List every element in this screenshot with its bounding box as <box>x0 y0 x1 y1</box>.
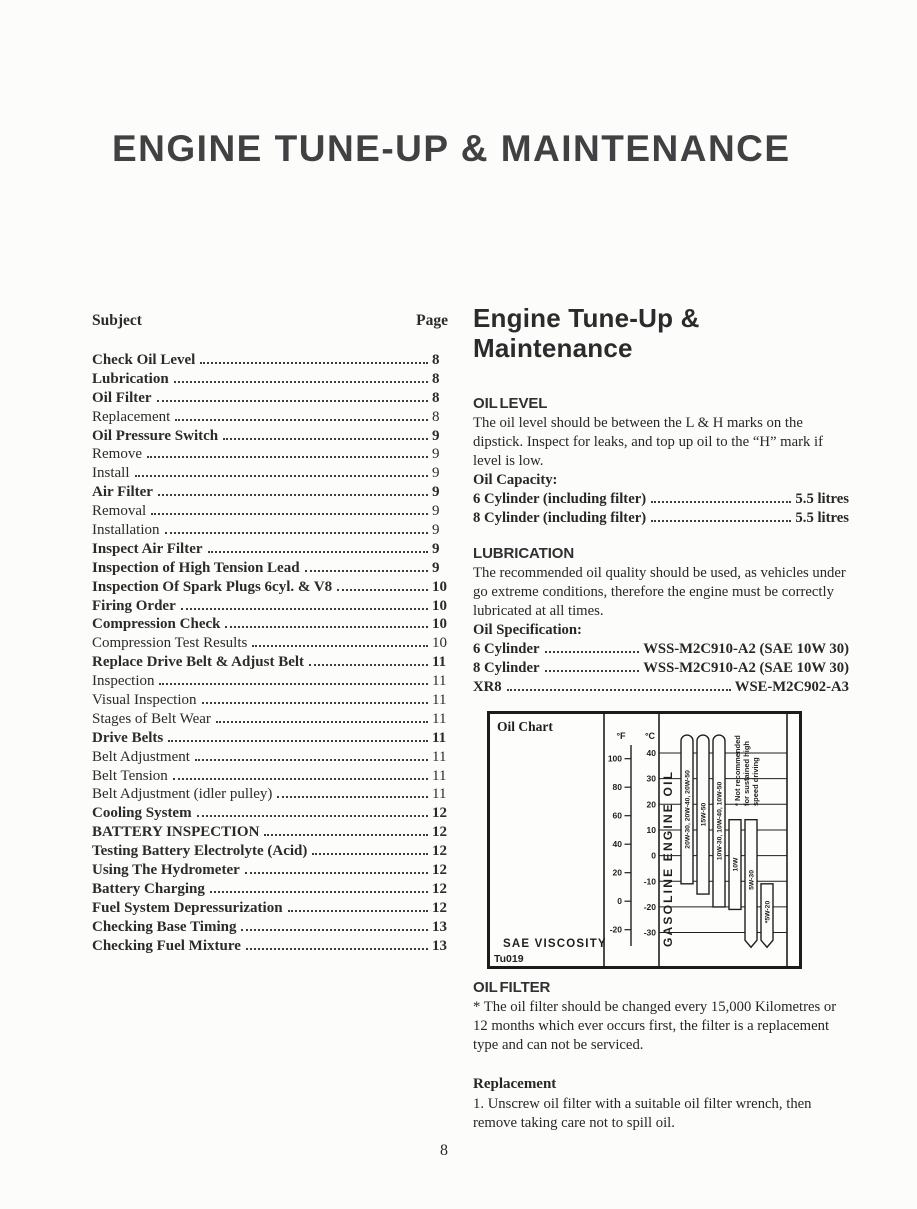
dot-leader <box>246 948 428 950</box>
svg-text:-30: -30 <box>643 927 656 938</box>
article-column <box>473 304 849 1133</box>
toc-entry-page: 9 <box>432 540 440 557</box>
toc-entry-label: Belt Tension <box>92 767 168 784</box>
toc-entry-page: 9 <box>432 446 440 463</box>
toc-entry-label: Remove <box>92 446 142 463</box>
svg-text:*5W-20: *5W-20 <box>764 901 772 924</box>
toc-entry-page: 11 <box>432 748 447 765</box>
toc-entry <box>92 502 448 521</box>
toc-entry-page: 9 <box>432 503 440 520</box>
toc-entry-page: 9 <box>432 484 440 501</box>
svg-text:-10: -10 <box>643 876 656 887</box>
dot-leader <box>545 670 640 672</box>
spec-row-label: 6 Cylinder <box>473 641 540 658</box>
svg-text:20: 20 <box>646 799 656 810</box>
replacement-heading: Replacement <box>473 1076 557 1093</box>
table-of-contents <box>92 312 448 956</box>
toc-entry <box>92 351 448 370</box>
dot-leader <box>252 645 428 647</box>
dot-leader <box>651 501 791 503</box>
dot-leader <box>197 815 428 817</box>
svg-text:SAE VISCOSITY: SAE VISCOSITY <box>503 938 607 951</box>
article-heading <box>473 304 849 363</box>
oil-specification-label: Oil Specification: <box>473 622 582 639</box>
dot-leader <box>545 651 640 653</box>
toc-entry <box>92 408 448 427</box>
toc-entry-label: Oil Pressure Switch <box>92 427 219 444</box>
svg-text:0: 0 <box>617 896 622 907</box>
toc-entry-label: Check Oil Level <box>92 352 196 368</box>
dot-leader <box>241 929 428 931</box>
svg-text:5W-30: 5W-30 <box>748 870 756 891</box>
toc-entry-page: 9 <box>432 522 440 539</box>
svg-text:10W: 10W <box>732 857 740 872</box>
lubrication-body: The recommended oil quality should be used, as vehicles under go extreme conditions, therefore the engine must be correctly lubricated at all times. <box>473 565 846 620</box>
dot-leader <box>223 438 428 440</box>
svg-text:0: 0 <box>651 850 656 861</box>
dot-leader <box>277 796 428 798</box>
toc-entry-label: Install <box>92 465 130 482</box>
spec-row-label: 8 Cylinder (including filter) <box>473 510 647 527</box>
toc-entry-page: 9 <box>432 559 440 576</box>
dot-leader <box>174 381 428 383</box>
toc-entry-page: 8 <box>432 352 440 368</box>
toc-entry-label: Belt Adjustment (idler pulley) <box>92 786 273 803</box>
toc-entry-page: 11 <box>432 729 447 746</box>
spec-row-value: WSS-M2C910-A2 (SAE 10W 30) <box>643 660 849 677</box>
toc-entry <box>92 597 448 616</box>
toc-entry-label: Cooling System <box>92 805 192 822</box>
toc-entry-label: Compression Check <box>92 616 221 633</box>
toc-entry <box>92 880 448 899</box>
toc-entry-label: Inspection Of Spark Plugs 6cyl. & V8 <box>92 578 333 595</box>
svg-text:20: 20 <box>612 867 622 878</box>
spec-row-label: XR8 <box>473 679 502 696</box>
dot-leader <box>157 400 428 402</box>
toc-entry-label: Visual Inspection <box>92 692 197 709</box>
toc-entry-page: 12 <box>432 824 447 841</box>
toc-entry-label: Replace Drive Belt & Adjust Belt <box>92 654 305 671</box>
spec-row-label: 8 Cylinder <box>473 660 540 677</box>
toc-entry <box>92 483 448 502</box>
svg-text:60: 60 <box>612 810 622 821</box>
spec-row <box>473 509 849 528</box>
spec-row <box>473 678 849 697</box>
toc-entry-label: Compression Test Results <box>92 635 248 652</box>
dot-leader <box>181 608 428 610</box>
svg-text:100: 100 <box>607 753 622 764</box>
svg-text:-20: -20 <box>609 924 622 935</box>
toc-entry-label: Checking Fuel Mixture <box>92 937 241 954</box>
toc-entry-label: Stages of Belt Wear <box>92 710 211 727</box>
toc-entry-page: 13 <box>432 937 447 954</box>
dot-leader <box>245 872 428 874</box>
dot-leader <box>210 891 428 893</box>
svg-text:15W-50: 15W-50 <box>700 802 708 827</box>
page-title: ENGINE TUNE-UP & MAINTENANCE <box>112 128 791 169</box>
toc-entry-page: 11 <box>432 710 447 727</box>
svg-text:10W-30, 10W-40, 10W-50: 10W-30, 10W-40, 10W-50 <box>716 781 724 861</box>
toc-entry <box>92 767 448 786</box>
toc-entry-page: 13 <box>432 918 447 935</box>
dot-leader <box>309 664 428 666</box>
svg-text:°F: °F <box>616 731 626 742</box>
replacement-body: 1. Unscrew oil filter with a suitable oil filter wrench, then remove taking care not to spill oil. <box>473 1096 812 1132</box>
toc-entry-label: Battery Charging <box>92 880 205 897</box>
dot-leader <box>264 834 428 836</box>
toc-entry <box>92 521 448 540</box>
toc-entry <box>92 710 448 729</box>
toc-entry <box>92 389 448 408</box>
toc-entry-page: 9 <box>432 427 440 444</box>
svg-text:GASOLINE ENGINE OIL: GASOLINE ENGINE OIL <box>661 770 675 948</box>
toc-entry-label: Drive Belts <box>92 729 164 746</box>
toc-entry-page: 12 <box>432 843 447 860</box>
section-heading-oil-level: OIL LEVEL <box>473 395 548 413</box>
oil-filter-body: * The oil filter should be changed every 15,000 Kilometres or 12 months which ever occurs first, the filter is a replacement type and can not be serviced. <box>473 999 837 1054</box>
toc-entry <box>92 634 448 653</box>
svg-text:°C: °C <box>644 731 656 742</box>
toc-entry-page: 10 <box>432 635 447 652</box>
toc-entry <box>92 615 448 634</box>
toc-entry-page: 10 <box>432 578 447 595</box>
toc-entry-page: 11 <box>432 654 447 671</box>
oil-capacity-rows <box>473 490 849 528</box>
dot-leader <box>175 419 428 421</box>
toc-entry <box>92 427 448 446</box>
article-heading-line1: Engine Tune-Up & <box>473 303 700 333</box>
dot-leader <box>305 570 428 572</box>
dot-leader <box>147 456 428 458</box>
dot-leader <box>165 532 429 534</box>
toc-entry-page: 10 <box>432 597 447 614</box>
toc-entry-label: Checking Base Timing <box>92 918 237 935</box>
toc-entry-page: 11 <box>432 673 447 690</box>
toc-entry-page: 12 <box>432 805 447 822</box>
dot-leader <box>200 362 428 364</box>
oil-capacity-label: Oil Capacity: <box>473 472 558 489</box>
oil-chart-svg <box>490 714 799 966</box>
toc-entry-page: 10 <box>432 616 447 633</box>
svg-text:Oil Chart: Oil Chart <box>497 719 553 735</box>
dot-leader <box>288 910 428 912</box>
toc-entry-label: Lubrication <box>92 370 169 387</box>
toc-entry <box>92 445 448 464</box>
toc-entry <box>92 861 448 880</box>
toc-entry-label: Firing Order <box>92 597 176 614</box>
spec-row <box>473 659 849 678</box>
toc-entry-page: 12 <box>432 899 447 916</box>
toc-entry <box>92 823 448 842</box>
svg-text:-20: -20 <box>643 902 656 913</box>
svg-text:10: 10 <box>646 825 656 836</box>
toc-entry <box>92 672 448 691</box>
oil-chart-figure <box>487 711 802 969</box>
dot-leader <box>159 683 428 685</box>
spec-row-value: WSE-M2C902-A3 <box>734 679 849 696</box>
spec-row-value: 5.5 litres <box>795 491 849 508</box>
toc-page-header: Page <box>416 312 448 329</box>
toc-header <box>92 312 448 330</box>
svg-text:* Not recommendedfor sustained: * Not recommendedfor sustained highspeed driving <box>733 735 760 807</box>
toc-entry <box>92 464 448 483</box>
dot-leader <box>158 494 428 496</box>
toc-entry <box>92 559 448 578</box>
spec-row-label: 6 Cylinder (including filter) <box>473 491 647 508</box>
dot-leader <box>208 551 428 553</box>
toc-entry <box>92 937 448 956</box>
toc-entry-page: 8 <box>432 408 440 425</box>
toc-entry <box>92 899 448 918</box>
dot-leader <box>312 853 428 855</box>
toc-entry-page: 11 <box>432 786 447 803</box>
dot-leader <box>151 513 428 515</box>
spec-row <box>473 490 849 509</box>
dot-leader <box>173 778 428 780</box>
toc-entry <box>92 729 448 748</box>
spec-row-value: 5.5 litres <box>795 510 849 527</box>
toc-entry-label: BATTERY INSPECTION <box>92 824 260 841</box>
spec-row <box>473 640 849 659</box>
toc-entry <box>92 578 448 597</box>
dot-leader <box>168 740 428 742</box>
oil-level-body: The oil level should be between the L & H marks on the dipstick. Inspect for leaks, and top up oil to the “H” mark if level is low. <box>473 415 823 470</box>
toc-entry <box>92 785 448 804</box>
dot-leader <box>195 759 428 761</box>
section-heading-oil-filter: OIL FILTER <box>473 979 551 997</box>
toc-entry-page: 12 <box>432 862 447 879</box>
toc-entry-label: Inspection of High Tension Lead <box>92 559 300 576</box>
toc-entry-label: Replacement <box>92 408 171 425</box>
dot-leader <box>202 702 429 704</box>
toc-entry-label: Oil Filter <box>92 389 152 406</box>
toc-entry <box>92 540 448 559</box>
page-number: 8 <box>440 1142 448 1159</box>
toc-entry-label: Using The Hydrometer <box>92 862 240 879</box>
toc-entry-label: Inspection <box>92 673 155 690</box>
section-heading-lubrication: LUBRICATION <box>473 545 575 563</box>
dot-leader <box>216 721 428 723</box>
dot-leader <box>507 689 731 691</box>
toc-entry <box>92 842 448 861</box>
dot-leader <box>651 520 791 522</box>
toc-entry-page: 8 <box>432 370 440 387</box>
toc-entry-label: Removal <box>92 503 147 520</box>
spec-row-value: WSS-M2C910-A2 (SAE 10W 30) <box>643 641 849 658</box>
toc-list <box>92 351 448 956</box>
toc-entry-label: Installation <box>92 522 160 539</box>
svg-text:40: 40 <box>612 839 622 850</box>
toc-entry <box>92 804 448 823</box>
toc-entry-label: Air Filter <box>92 484 153 501</box>
toc-subject-header: Subject <box>92 312 142 329</box>
toc-entry-label: Inspect Air Filter <box>92 540 203 557</box>
svg-text:40: 40 <box>646 748 656 759</box>
toc-entry-page: 11 <box>432 692 447 709</box>
toc-entry-label: Testing Battery Electrolyte (Acid) <box>92 843 308 860</box>
toc-entry-label: Fuel System Depressurization <box>92 899 283 916</box>
svg-text:80: 80 <box>612 782 622 793</box>
dot-leader <box>225 626 428 628</box>
toc-entry <box>92 370 448 389</box>
toc-entry <box>92 748 448 767</box>
toc-entry-page: 9 <box>432 465 440 482</box>
toc-entry <box>92 691 448 710</box>
dot-leader <box>337 589 428 591</box>
svg-text:30: 30 <box>646 773 656 784</box>
svg-text:20W-30, 20W-40, 20W-50: 20W-30, 20W-40, 20W-50 <box>684 770 692 849</box>
article-heading-line2: Maintenance <box>473 332 633 363</box>
toc-entry <box>92 653 448 672</box>
toc-entry-page: 11 <box>432 767 447 784</box>
oil-specification-rows <box>473 640 849 697</box>
toc-entry-page: 12 <box>432 880 447 897</box>
svg-text:Tu019: Tu019 <box>494 953 524 966</box>
dot-leader <box>135 475 429 477</box>
toc-entry-label: Belt Adjustment <box>92 748 190 765</box>
toc-entry <box>92 918 448 937</box>
toc-entry-page: 8 <box>432 389 440 406</box>
